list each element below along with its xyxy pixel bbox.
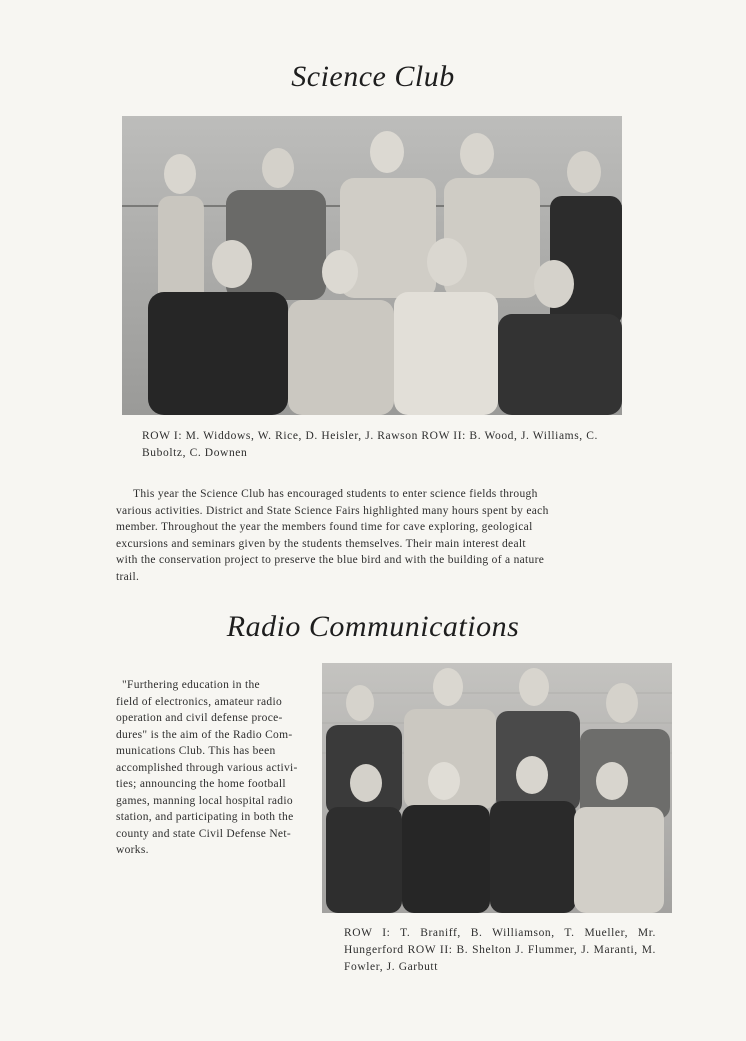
paragraph-line: various activities. District and State Science Fairs highlighted many hours spent by each — [116, 504, 549, 517]
radio-communications-photo — [322, 663, 672, 913]
science-club-photo — [122, 116, 622, 415]
science-club-photo-graphic — [122, 116, 622, 415]
radio-communications-title: Radio Communications — [226, 610, 520, 643]
paragraph-line: munications Club. This has been — [116, 745, 276, 757]
paragraph-line: member. Throughout the year the members found time for cave exploring, geological — [116, 521, 533, 533]
radio-communications-photo-graphic — [322, 663, 672, 913]
paragraph-line: dures" is the aim of the Radio Com- — [116, 728, 293, 741]
paragraph-line: works. — [116, 844, 149, 856]
paragraph-line: "Furthering education in the — [122, 679, 260, 691]
radio-communications-paragraph — [116, 677, 308, 859]
paragraph-line: trail. — [116, 570, 140, 583]
science-club-title: Science Club — [291, 60, 455, 93]
paragraph-line: with the conservation project to preserve the blue bird and with the building of a nature — [116, 554, 545, 566]
radio-communications-caption: ROW I: T. Braniff, B. Williamson, T. Mueller, Mr. Hungerford ROW II: B. Shelton J. Flummer, J. Maranti, M. Fowler, J. Garbutt — [344, 927, 656, 973]
paragraph-line: field of electronics, amateur radio — [116, 695, 282, 708]
paragraph-line: station, and participating in both the — [116, 811, 294, 823]
science-club-caption: ROW I: M. Widdows, W. Rice, D. Heisler, J. Rawson ROW II: B. Wood, J. Williams, C. Buboltz, C. Downen — [142, 430, 598, 459]
paragraph-line: accomplished through various activi- — [116, 761, 298, 774]
paragraph-line: operation and civil defense proce- — [116, 712, 283, 724]
paragraph-line: This year the Science Club has encouraged students to enter science fields through — [133, 488, 538, 500]
science-club-paragraph — [116, 486, 634, 585]
paragraph-line: county and state Civil Defense Net- — [116, 827, 291, 840]
paragraph-line: ties; announcing the home football — [116, 778, 286, 790]
paragraph-line: excursions and seminars given by the students themselves. Their main interest dealt — [116, 537, 526, 550]
paragraph-line: games, manning local hospital radio — [116, 794, 293, 807]
